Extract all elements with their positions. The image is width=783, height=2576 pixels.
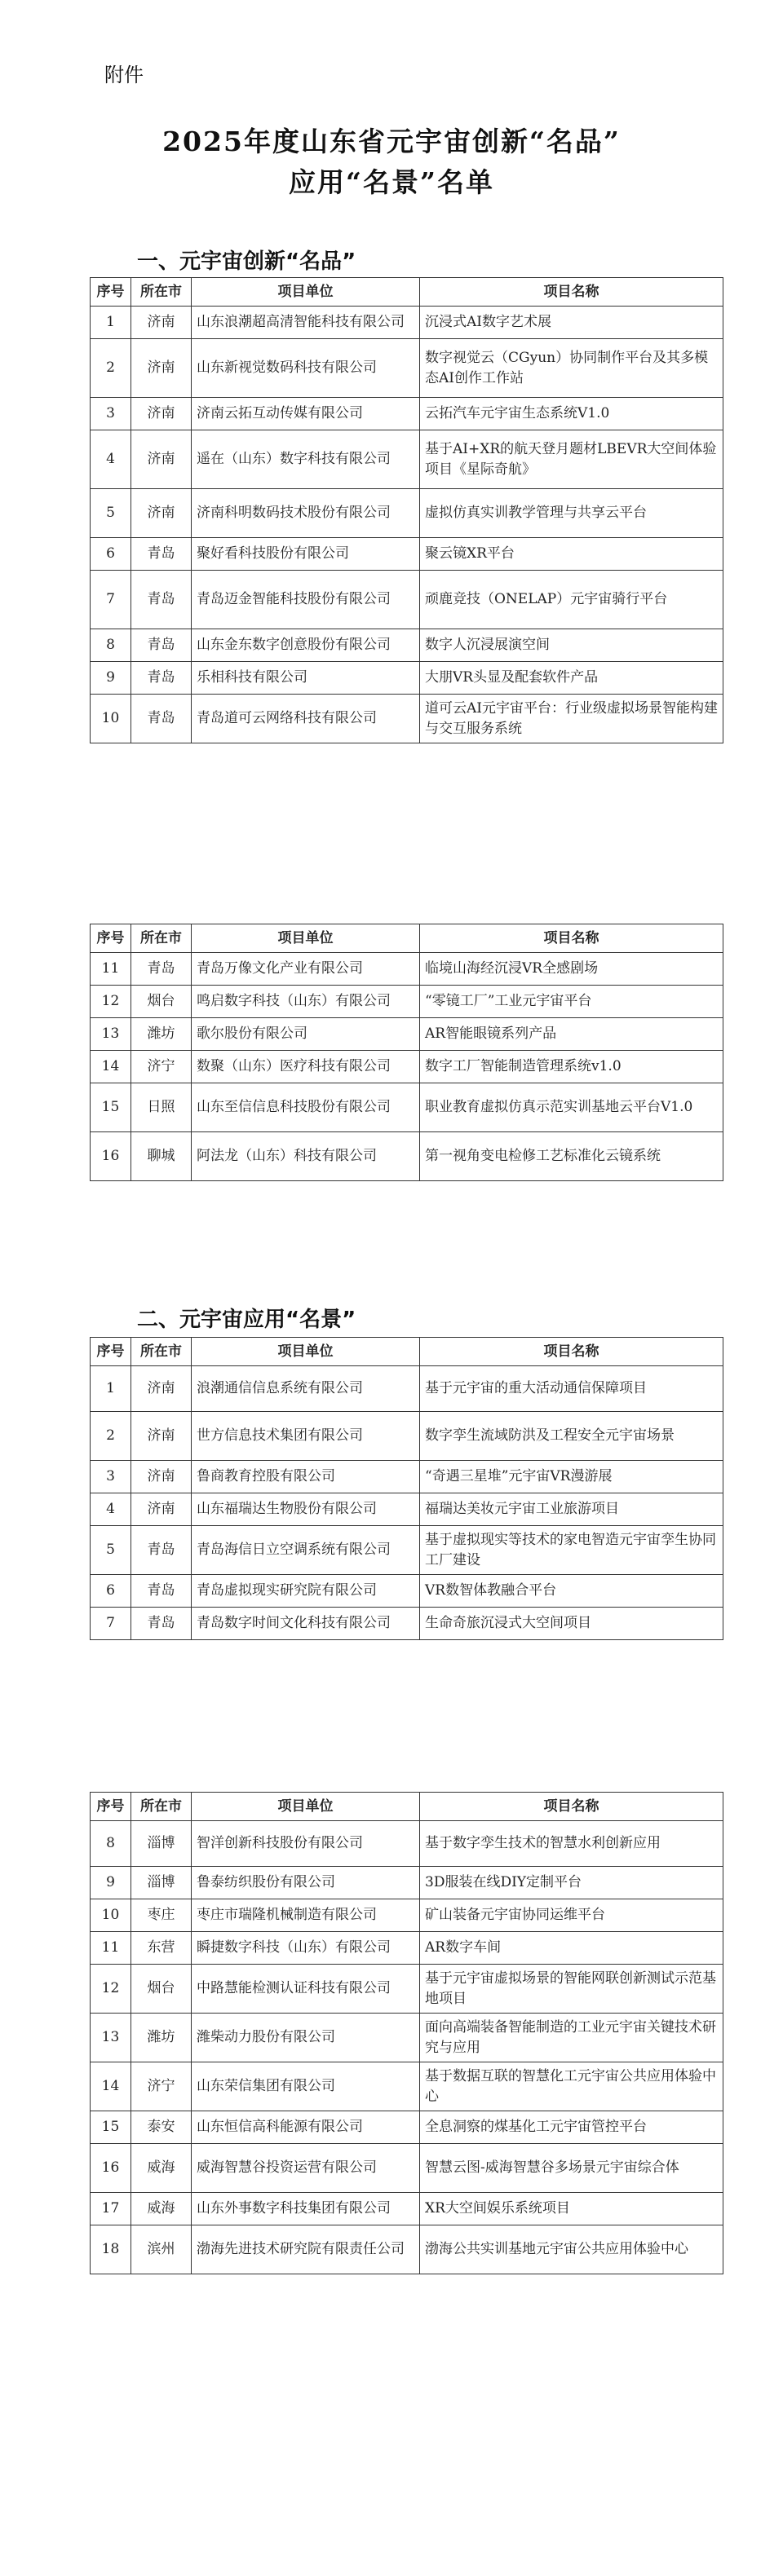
row-number: 18: [91, 2225, 131, 2274]
table-row: [91, 953, 723, 986]
scenes-table-part2: [90, 1792, 723, 2274]
row-number: 12: [91, 986, 131, 1018]
table-row: [91, 2193, 723, 2225]
row-city: 青岛: [131, 1526, 192, 1575]
row-project: 渤海公共实训基地元宇宙公共应用体验中心: [420, 2225, 723, 2274]
row-unit: 山东浪潮超高清智能科技有限公司: [192, 307, 420, 339]
row-unit: 枣庄市瑞隆机械制造有限公司: [192, 1899, 420, 1932]
row-unit: 青岛海信日立空调系统有限公司: [192, 1526, 420, 1575]
row-city: 青岛: [131, 538, 192, 571]
header-no: 序号: [91, 924, 131, 953]
row-city: 烟台: [131, 1965, 192, 2014]
row-number: 4: [91, 1493, 131, 1526]
row-city: 济南: [131, 1366, 192, 1412]
row-city: 济南: [131, 1461, 192, 1493]
row-unit: 济南云拓互动传媒有限公司: [192, 398, 420, 430]
row-project: “奇遇三星堆”元宇宙VR漫游展: [420, 1461, 723, 1493]
header-no: 序号: [91, 278, 131, 307]
header-unit: 项目单位: [192, 924, 420, 953]
row-city: 泰安: [131, 2111, 192, 2144]
row-city: 青岛: [131, 1608, 192, 1640]
row-number: 4: [91, 430, 131, 489]
row-project: VR数智体教融合平台: [420, 1575, 723, 1608]
row-number: 9: [91, 662, 131, 695]
row-city: 潍坊: [131, 2014, 192, 2062]
attachment-label: 附件: [104, 64, 144, 86]
row-city: 青岛: [131, 571, 192, 629]
row-unit: 歌尔股份有限公司: [192, 1018, 420, 1051]
section1-heading: 一、元宇宙创新“名品”: [137, 249, 356, 274]
table-row: [91, 1083, 723, 1132]
row-project: 基于数据互联的智慧化工元宇宙公共应用体验中心: [420, 2062, 723, 2111]
table-row: [91, 1461, 723, 1493]
header-city: 所在市: [131, 1338, 192, 1366]
row-project: 道可云AI元宇宙平台：行业级虚拟场景智能构建与交互服务系统: [420, 695, 723, 743]
row-city: 威海: [131, 2193, 192, 2225]
table-row: [91, 2014, 723, 2062]
row-unit: 济南科明数码技术股份有限公司: [192, 489, 420, 538]
row-unit: 山东金东数字创意股份有限公司: [192, 629, 420, 662]
row-project: 全息洞察的煤基化工元宇宙管控平台: [420, 2111, 723, 2144]
row-project: 临境山海经沉浸VR全感剧场: [420, 953, 723, 986]
table-row: [91, 398, 723, 430]
row-unit: 山东外事数字科技集团有限公司: [192, 2193, 420, 2225]
row-unit: 鲁泰纺织股份有限公司: [192, 1867, 420, 1899]
row-city: 济南: [131, 1412, 192, 1461]
row-project: 云拓汽车元宇宙生态系统V1.0: [420, 398, 723, 430]
row-unit: 青岛迈金智能科技股份有限公司: [192, 571, 420, 629]
row-project: AR数字车间: [420, 1932, 723, 1965]
row-city: 威海: [131, 2144, 192, 2193]
table-row: [91, 1051, 723, 1083]
document-title-line1: 2025年度山东省元宇宙创新“名品”: [162, 126, 621, 157]
row-number: 8: [91, 1821, 131, 1867]
row-project: 生命奇旅沉浸式大空间项目: [420, 1608, 723, 1640]
row-city: 济南: [131, 398, 192, 430]
table-row: [91, 2144, 723, 2193]
row-unit: 青岛万像文化产业有限公司: [192, 953, 420, 986]
row-number: 16: [91, 1132, 131, 1181]
row-number: 8: [91, 629, 131, 662]
table-row: [91, 1018, 723, 1051]
row-number: 16: [91, 2144, 131, 2193]
row-number: 7: [91, 1608, 131, 1640]
row-number: 10: [91, 1899, 131, 1932]
row-city: 潍坊: [131, 1018, 192, 1051]
row-city: 东营: [131, 1932, 192, 1965]
row-number: 9: [91, 1867, 131, 1899]
row-number: 14: [91, 2062, 131, 2111]
row-number: 1: [91, 1366, 131, 1412]
header-unit: 项目单位: [192, 1793, 420, 1821]
row-city: 聊城: [131, 1132, 192, 1181]
row-project: 数字孪生流域防洪及工程安全元宇宙场景: [420, 1412, 723, 1461]
header-project: 项目名称: [420, 924, 723, 953]
row-city: 青岛: [131, 629, 192, 662]
row-project: 数字人沉浸展演空间: [420, 629, 723, 662]
row-unit: 青岛道可云网络科技有限公司: [192, 695, 420, 743]
row-number: 3: [91, 398, 131, 430]
row-number: 6: [91, 538, 131, 571]
table-row: [91, 1965, 723, 2014]
row-project: XR大空间娱乐系统项目: [420, 2193, 723, 2225]
row-unit: 鲁商教育控股有限公司: [192, 1461, 420, 1493]
row-number: 12: [91, 1965, 131, 2014]
row-project: 矿山装备元宇宙协同运维平台: [420, 1899, 723, 1932]
row-unit: 数聚（山东）医疗科技有限公司: [192, 1051, 420, 1083]
table-row: [91, 538, 723, 571]
row-project: 大朋VR头显及配套软件产品: [420, 662, 723, 695]
row-number: 5: [91, 1526, 131, 1575]
row-unit: 聚好看科技股份有限公司: [192, 538, 420, 571]
table-row: [91, 1867, 723, 1899]
header-no: 序号: [91, 1793, 131, 1821]
row-number: 2: [91, 339, 131, 398]
row-unit: 山东福瑞达生物股份有限公司: [192, 1493, 420, 1526]
table-row: [91, 662, 723, 695]
row-unit: 潍柴动力股份有限公司: [192, 2014, 420, 2062]
table-row: [91, 1493, 723, 1526]
row-unit: 瞬捷数字科技（山东）有限公司: [192, 1932, 420, 1965]
table-row: [91, 1575, 723, 1608]
table-row: [91, 1526, 723, 1575]
table-header-row: [91, 1793, 723, 1821]
table-row: [91, 1608, 723, 1640]
row-unit: 遥在（山东）数字科技有限公司: [192, 430, 420, 489]
row-project: 基于虚拟现实等技术的家电智造元宇宙孪生协同工厂建设: [420, 1526, 723, 1575]
header-unit: 项目单位: [192, 1338, 420, 1366]
row-project: 面向高端装备智能制造的工业元宇宙关键技术研究与应用: [420, 2014, 723, 2062]
row-number: 5: [91, 489, 131, 538]
row-number: 15: [91, 1083, 131, 1132]
document-title-line2: 应用“名景”名单: [289, 166, 494, 198]
row-number: 10: [91, 695, 131, 743]
header-unit: 项目单位: [192, 278, 420, 307]
table-header-row: [91, 1338, 723, 1366]
row-number: 14: [91, 1051, 131, 1083]
row-project: 第一视角变电检修工艺标准化云镜系统: [420, 1132, 723, 1181]
row-number: 6: [91, 1575, 131, 1608]
table-row: [91, 489, 723, 538]
row-city: 济南: [131, 339, 192, 398]
header-no: 序号: [91, 1338, 131, 1366]
row-city: 青岛: [131, 695, 192, 743]
row-project: 基于数字孪生技术的智慧水利创新应用: [420, 1821, 723, 1867]
row-unit: 山东恒信高科能源有限公司: [192, 2111, 420, 2144]
table-row: [91, 1932, 723, 1965]
header-city: 所在市: [131, 924, 192, 953]
row-unit: 阿法龙（山东）科技有限公司: [192, 1132, 420, 1181]
table-row: [91, 2062, 723, 2111]
row-project: 基于元宇宙的重大活动通信保障项目: [420, 1366, 723, 1412]
table-row: [91, 986, 723, 1018]
header-project: 项目名称: [420, 278, 723, 307]
header-city: 所在市: [131, 278, 192, 307]
row-number: 15: [91, 2111, 131, 2144]
table-row: [91, 2111, 723, 2144]
row-project: 沉浸式AI数字艺术展: [420, 307, 723, 339]
table-header-row: [91, 924, 723, 953]
row-city: 滨州: [131, 2225, 192, 2274]
row-city: 济南: [131, 430, 192, 489]
row-project: 职业教育虚拟仿真示范实训基地云平台V1.0: [420, 1083, 723, 1132]
row-city: 枣庄: [131, 1899, 192, 1932]
header-project: 项目名称: [420, 1793, 723, 1821]
row-number: 13: [91, 2014, 131, 2062]
row-city: 济宁: [131, 1051, 192, 1083]
row-number: 7: [91, 571, 131, 629]
row-project: 福瑞达美妆元宇宙工业旅游项目: [420, 1493, 723, 1526]
row-project: 智慧云图-威海智慧谷多场景元宇宙综合体: [420, 2144, 723, 2193]
row-city: 烟台: [131, 986, 192, 1018]
table-row: [91, 2225, 723, 2274]
row-unit: 渤海先进技术研究院有限责任公司: [192, 2225, 420, 2274]
row-project: “零镜工厂”工业元宇宙平台: [420, 986, 723, 1018]
row-number: 11: [91, 953, 131, 986]
table-row: [91, 307, 723, 339]
row-city: 青岛: [131, 662, 192, 695]
row-number: 13: [91, 1018, 131, 1051]
header-project: 项目名称: [420, 1338, 723, 1366]
row-city: 青岛: [131, 1575, 192, 1608]
scenes-table-part1: [90, 1337, 723, 1640]
row-city: 淄博: [131, 1821, 192, 1867]
row-project: AR智能眼镜系列产品: [420, 1018, 723, 1051]
row-city: 济南: [131, 307, 192, 339]
row-city: 济宁: [131, 2062, 192, 2111]
row-project: 基于AI+XR的航天登月题材LBEVR大空间体验项目《星际奇航》: [420, 430, 723, 489]
row-project: 数字视觉云（CGyun）协同制作平台及其多模态AI创作工作站: [420, 339, 723, 398]
row-unit: 山东荣信集团有限公司: [192, 2062, 420, 2111]
table-row: [91, 1132, 723, 1181]
row-city: 淄博: [131, 1867, 192, 1899]
table-row: [91, 1412, 723, 1461]
table-row: [91, 1366, 723, 1412]
row-project: 虚拟仿真实训教学管理与共享云平台: [420, 489, 723, 538]
row-city: 青岛: [131, 953, 192, 986]
row-number: 2: [91, 1412, 131, 1461]
section2-heading: 二、元宇宙应用“名景”: [137, 1308, 356, 1332]
row-unit: 世方信息技术集团有限公司: [192, 1412, 420, 1461]
row-project: 3D服装在线DIY定制平台: [420, 1867, 723, 1899]
row-city: 日照: [131, 1083, 192, 1132]
row-unit: 山东至信信息科技股份有限公司: [192, 1083, 420, 1132]
row-number: 17: [91, 2193, 131, 2225]
table-row: [91, 339, 723, 398]
row-project: 基于元宇宙虚拟场景的智能网联创新测试示范基地项目: [420, 1965, 723, 2014]
row-project: 聚云镜XR平台: [420, 538, 723, 571]
row-city: 济南: [131, 1493, 192, 1526]
row-number: 3: [91, 1461, 131, 1493]
products-table-part1: [90, 277, 723, 743]
row-unit: 青岛虚拟现实研究院有限公司: [192, 1575, 420, 1608]
row-unit: 中路慧能检测认证科技有限公司: [192, 1965, 420, 2014]
row-unit: 青岛数字时间文化科技有限公司: [192, 1608, 420, 1640]
row-unit: 山东新视觉数码科技有限公司: [192, 339, 420, 398]
table-row: [91, 571, 723, 629]
row-unit: 威海智慧谷投资运营有限公司: [192, 2144, 420, 2193]
row-unit: 鸣启数字科技（山东）有限公司: [192, 986, 420, 1018]
header-city: 所在市: [131, 1793, 192, 1821]
table-header-row: [91, 278, 723, 307]
row-unit: 乐相科技有限公司: [192, 662, 420, 695]
products-table-part2: [90, 924, 723, 1181]
row-number: 1: [91, 307, 131, 339]
row-project: 顽鹿竞技（ONELAP）元宇宙骑行平台: [420, 571, 723, 629]
table-row: [91, 430, 723, 489]
row-unit: 智洋创新科技股份有限公司: [192, 1821, 420, 1867]
row-city: 济南: [131, 489, 192, 538]
table-row: [91, 1821, 723, 1867]
row-unit: 浪潮通信信息系统有限公司: [192, 1366, 420, 1412]
table-row: [91, 1899, 723, 1932]
table-row: [91, 629, 723, 662]
row-project: 数字工厂智能制造管理系统v1.0: [420, 1051, 723, 1083]
table-row: [91, 695, 723, 743]
row-number: 11: [91, 1932, 131, 1965]
